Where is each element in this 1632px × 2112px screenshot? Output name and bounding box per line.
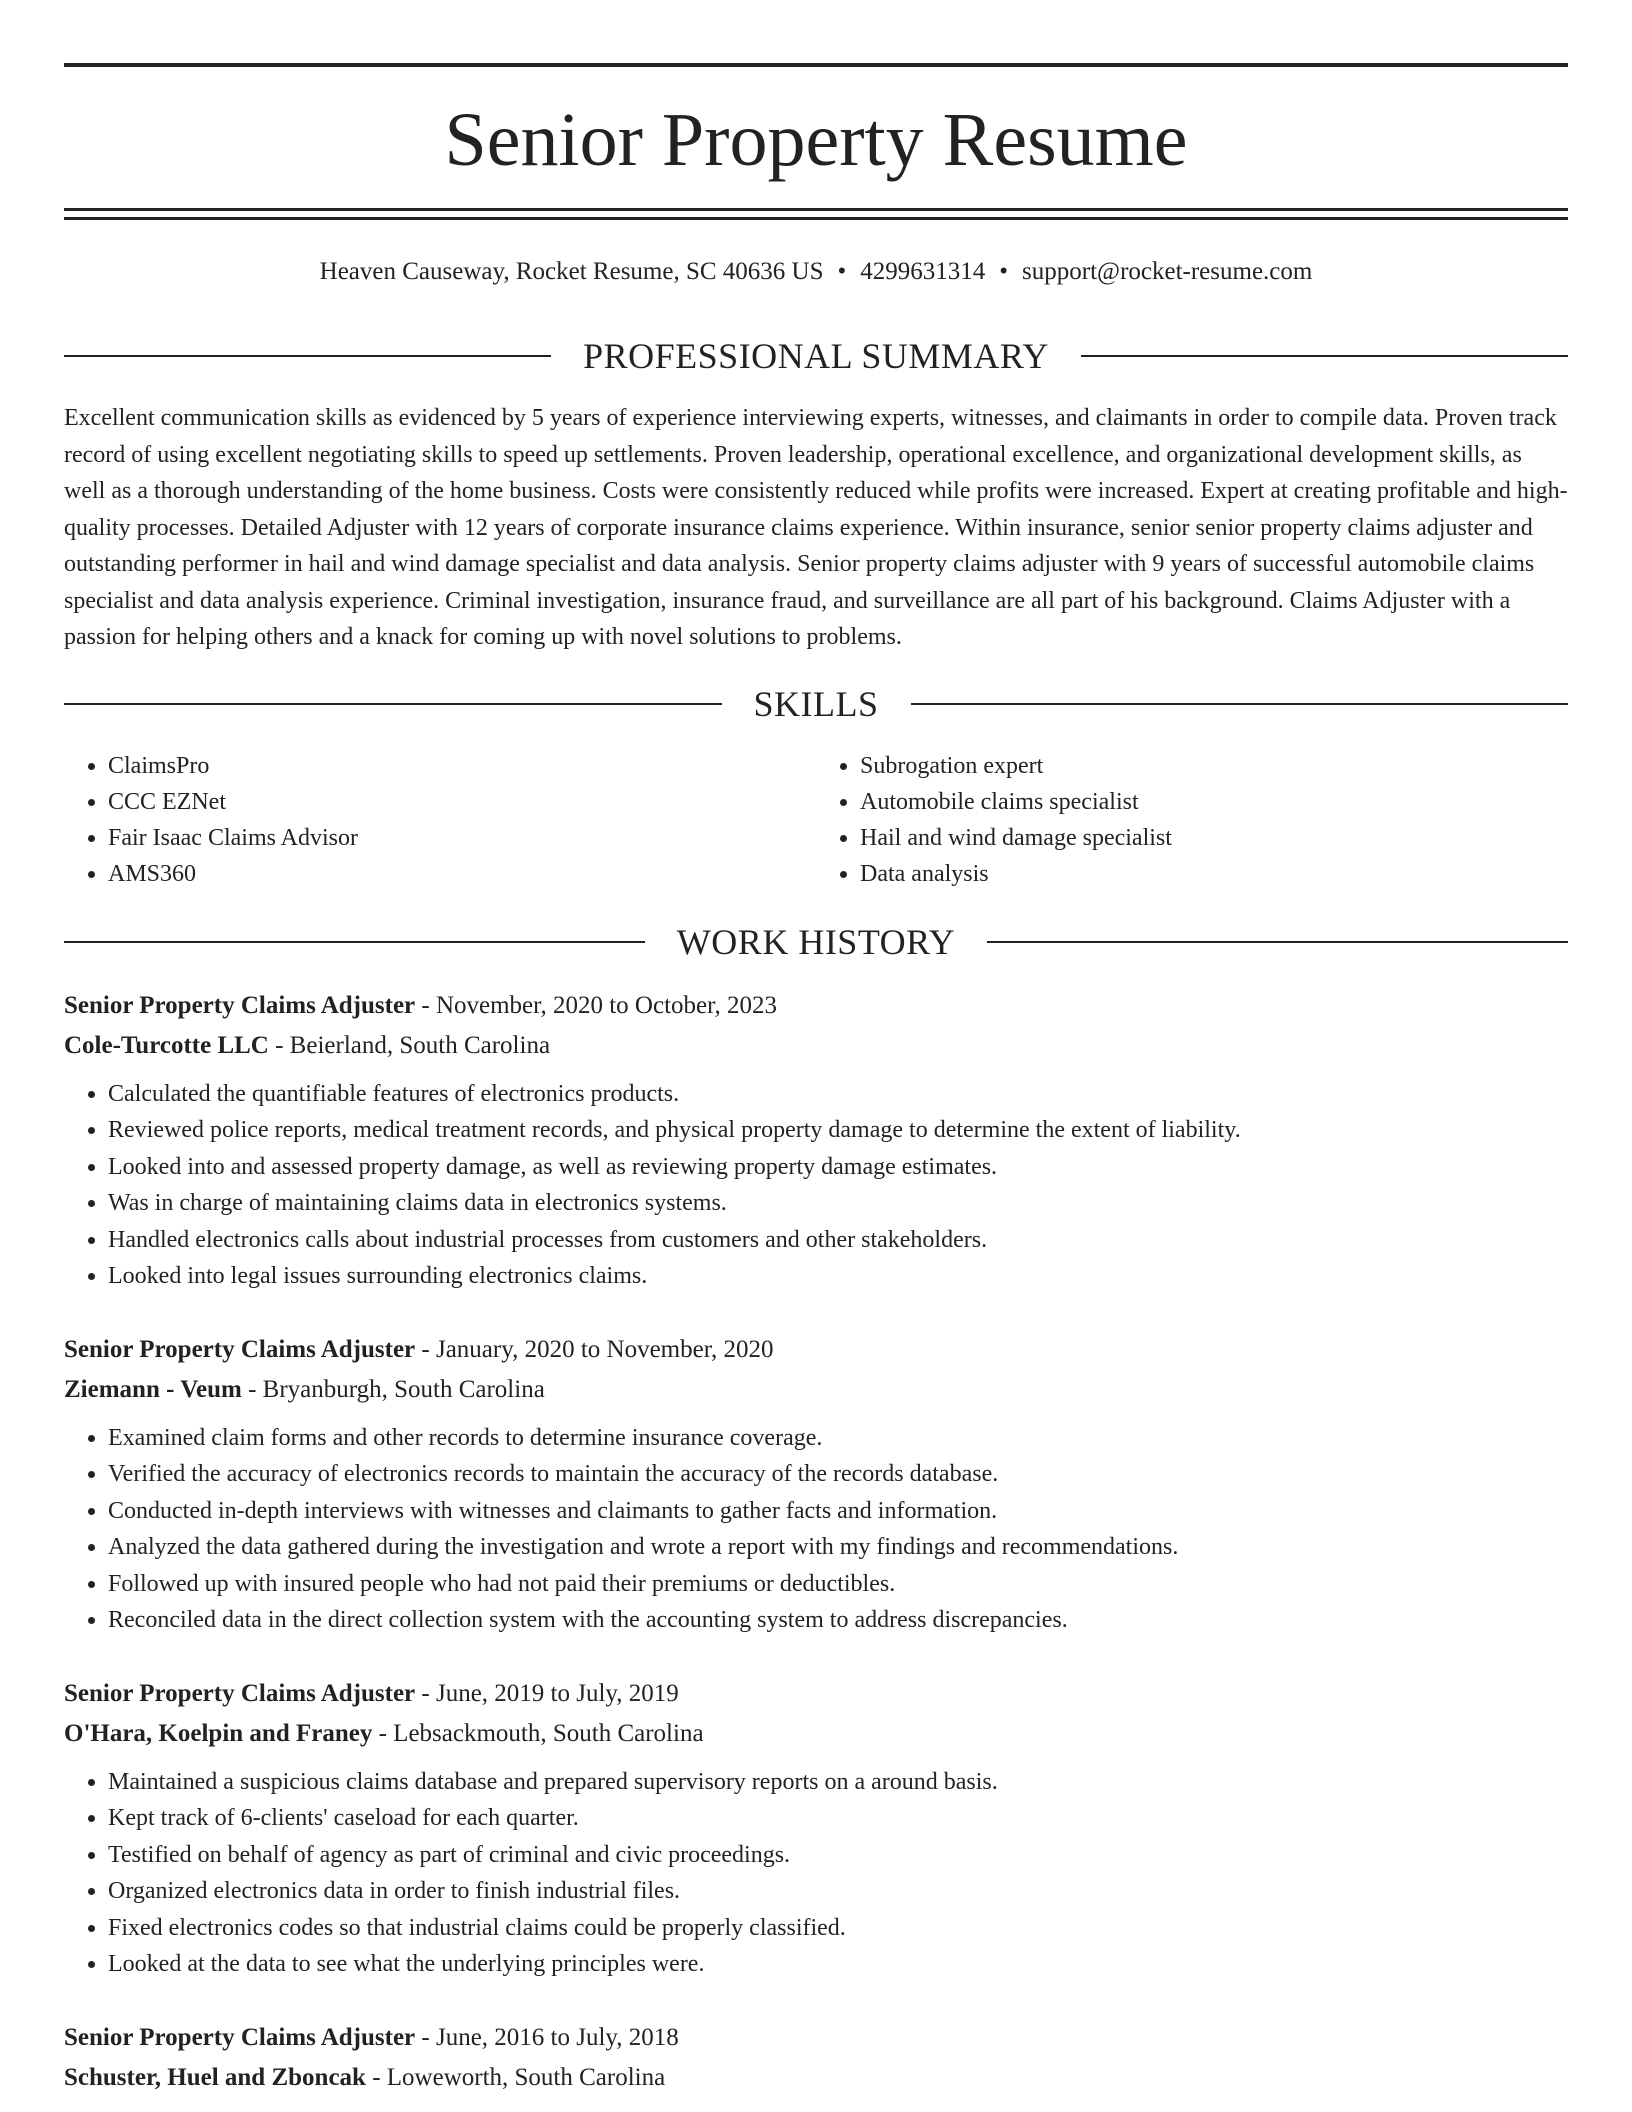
contact-email: support@rocket-resume.com — [1022, 258, 1313, 285]
job-duty: • Testified on behalf of agency as part of criminal and civic proceedings. — [108, 1837, 1568, 1873]
heading-rule — [1081, 355, 1568, 357]
job-duty: • Kept track of 6-clients' caseload for each quarter. — [108, 1800, 1568, 1836]
top-rule — [64, 63, 1568, 67]
heading-rule — [64, 703, 722, 705]
job-entry — [64, 1330, 1568, 1638]
job-dates: - June, 2016 to July, 2018 — [415, 2024, 679, 2051]
skill-item: • Subrogation expert — [860, 748, 1568, 784]
job-duty: • Handled electronics calls about industrial processes from customers and other stakeholders. — [108, 1222, 1568, 1258]
contact-separator: • — [837, 258, 847, 285]
job-location: - Beierland, South Carolina — [268, 1032, 551, 1059]
job-entry — [64, 2018, 1568, 2098]
work-history-heading-label: WORK HISTORY — [676, 922, 956, 962]
job-duties — [64, 1420, 1568, 1638]
job-entry — [64, 986, 1568, 1294]
job-duty: • Looked into and assessed property damage, as well as reviewing property damage estimates. — [108, 1149, 1568, 1185]
skills-column-left — [64, 748, 816, 892]
summary-heading — [64, 334, 1568, 378]
job-title: Senior Property Claims Adjuster — [64, 1680, 416, 1707]
skill-item: • Hail and wind damage specialist — [860, 820, 1568, 856]
skill-item: • ClaimsPro — [108, 748, 816, 784]
job-company: Cole-Turcotte LLC — [64, 1032, 269, 1059]
job-company-line — [64, 1370, 1568, 1410]
job-title-line — [64, 986, 1568, 1026]
job-duty: • Looked into legal issues surrounding electronics claims. — [108, 1258, 1568, 1294]
job-duty: • Organized electronics data in order to finish industrial files. — [108, 1873, 1568, 1909]
work-history-heading — [64, 920, 1568, 964]
job-duties — [64, 1764, 1568, 1982]
contact-separator: • — [999, 258, 1009, 285]
heading-rule — [987, 941, 1568, 943]
job-title-line — [64, 1330, 1568, 1370]
job-dates: - June, 2019 to July, 2019 — [415, 1680, 679, 1707]
job-duty: • Calculated the quantifiable features of electronics products. — [108, 1076, 1568, 1112]
job-company-line — [64, 1714, 1568, 1754]
skill-item: • Automobile claims specialist — [860, 784, 1568, 820]
job-title-line — [64, 2018, 1568, 2058]
contact-address: Heaven Causeway, Rocket Resume, SC 40636 US — [319, 258, 824, 285]
heading-rule — [64, 941, 645, 943]
job-company: Schuster, Huel and Zboncak — [64, 2064, 366, 2091]
heading-rule — [64, 355, 551, 357]
contact-phone: 4299631314 — [860, 258, 986, 285]
job-title-line — [64, 1674, 1568, 1714]
job-dates: - January, 2020 to November, 2020 — [415, 1336, 774, 1363]
skill-item: • Data analysis — [860, 856, 1568, 892]
professional-summary: Excellent communication skills as evidenced by 5 years of experience interviewing experts, witnesses, and claimants in order to compile data. Proven track record of using excellent negotiating skills to speed up settlements. Proven leadership, operational excellence, and organizational development skills, as well as a thorough understanding of the home business. Costs were consistently reduced while profits were increased. Expert at creating profitable and high-quality processes. Detailed Adjuster with 12 years of corporate insurance claims experience. Within insurance, senior senior property claims adjuster and outstanding performer in hail and wind damage specialist and data analysis. Senior property claims adjuster with 9 years of successful automobile claims specialist and data analysis experience. Criminal investigation, insurance fraud, and surveillance are all part of his background. Claims Adjuster with a passion for helping others and a knack for coming up with novel solutions to problems. — [64, 405, 1568, 650]
job-title: Senior Property Claims Adjuster — [64, 2024, 416, 2051]
job-duty: • Followed up with insured people who had not paid their premiums or deductibles. — [108, 1566, 1568, 1602]
job-duty: • Analyzed the data gathered during the investigation and wrote a report with my findings and recommendations. — [108, 1529, 1568, 1565]
job-location: - Loweworth, South Carolina — [365, 2064, 666, 2091]
job-entry — [64, 1674, 1568, 1982]
job-company: O'Hara, Koelpin and Franey — [64, 1720, 373, 1747]
job-duty: • Conducted in-depth interviews with witnesses and claimants to gather facts and information. — [108, 1493, 1568, 1529]
job-duty: • Reviewed police reports, medical treatment records, and physical property damage to determine the extent of liability. — [108, 1112, 1568, 1148]
job-location: - Bryanburgh, South Carolina — [241, 1376, 545, 1403]
job-duty: • Maintained a suspicious claims database and prepared supervisory reports on a around basis. — [108, 1764, 1568, 1800]
contact-line — [64, 254, 1568, 290]
summary-heading-label: PROFESSIONAL SUMMARY — [583, 336, 1049, 376]
skills-heading — [64, 682, 1568, 726]
job-duty: • Examined claim forms and other records to determine insurance coverage. — [108, 1420, 1568, 1456]
job-duties — [64, 1076, 1568, 1294]
skills-heading-label: SKILLS — [753, 684, 879, 724]
skill-item: • CCC EZNet — [108, 784, 816, 820]
skills-list — [64, 748, 1568, 892]
title-double-rule — [64, 208, 1568, 220]
job-dates: - November, 2020 to October, 2023 — [415, 992, 777, 1019]
job-duty: • Verified the accuracy of electronics records to maintain the accuracy of the records database. — [108, 1456, 1568, 1492]
skill-item: • Fair Isaac Claims Advisor — [108, 820, 816, 856]
job-company: Ziemann - Veum — [64, 1376, 242, 1403]
job-duty: • Fixed electronics codes so that industrial claims could be properly classified. — [108, 1910, 1568, 1946]
job-duty: • Looked at the data to see what the underlying principles were. — [108, 1946, 1568, 1982]
resume-title: Senior Property Resume — [444, 98, 1188, 182]
skills-column-right — [816, 748, 1568, 892]
job-title: Senior Property Claims Adjuster — [64, 992, 416, 1019]
skill-item: • AMS360 — [108, 856, 816, 892]
job-company-line — [64, 1026, 1568, 1066]
heading-rule — [911, 703, 1569, 705]
job-duty: • Was in charge of maintaining claims data in electronics systems. — [108, 1185, 1568, 1221]
job-duty: • Reconciled data in the direct collection system with the accounting system to address discrepancies. — [108, 1602, 1568, 1638]
job-title: Senior Property Claims Adjuster — [64, 1336, 416, 1363]
job-company-line — [64, 2058, 1568, 2098]
job-location: - Lebsackmouth, South Carolina — [372, 1720, 704, 1747]
